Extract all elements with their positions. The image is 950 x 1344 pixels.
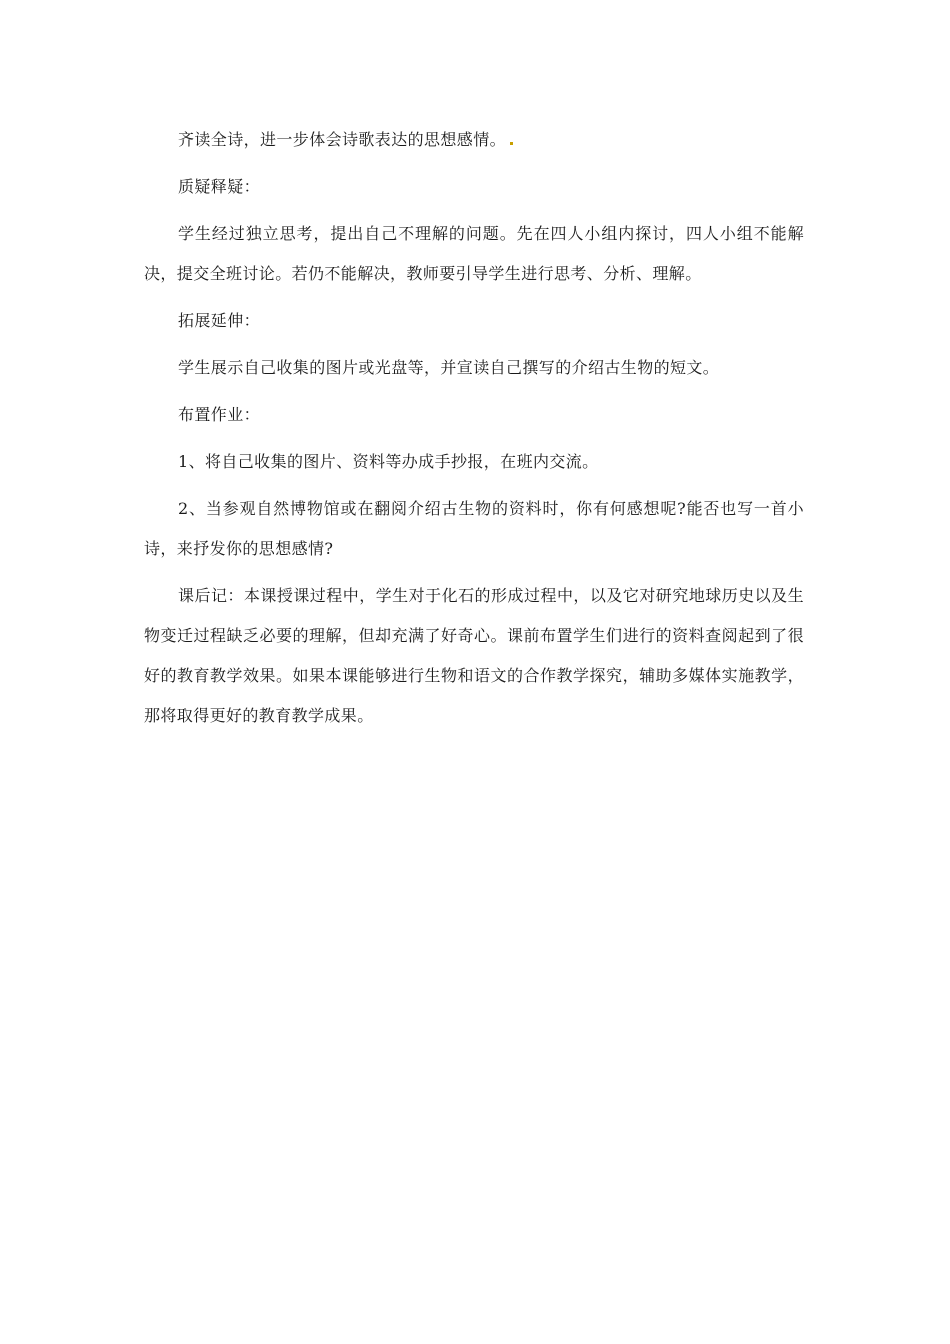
homework-item-1: 1、将自己收集的图片、资料等办成手抄报，在班内交流。	[178, 452, 599, 471]
heading-extension: 拓展延伸：	[178, 311, 261, 330]
paragraph-text: 齐读全诗，进一步体会诗歌表达的思想感情。	[178, 130, 507, 149]
paragraph-extension: 学生展示自己收集的图片或光盘等，并宣读自己撰写的介绍古生物的短文。	[178, 358, 720, 377]
marker-dot	[510, 142, 513, 145]
homework-item-2: 2、当参观自然博物馆或在翻阅介绍古生物的资料时，你有何感想呢?能否也写一首小诗，来抒发你的思想感情?	[144, 499, 804, 558]
paragraph-questions: 学生经过独立思考，提出自己不理解的问题。先在四人小组内探讨，四人小组不能解决，提交全班讨论。若仍不能解决，教师要引导学生进行思考、分析、理解。	[144, 224, 804, 283]
paragraph-afterword: 课后记：本课授课过程中，学生对于化石的形成过程中，以及它对研究地球历史以及生物变迁过程缺乏必要的理解，但却充满了好奇心。课前布置学生们进行的资料查阅起到了很好的教育教学效果。如果本课能够进行生物和语文的合作教学探究，辅助多媒体实施教学，那将取得更好的教育教学成果。	[144, 586, 804, 725]
heading-questions: 质疑释疑：	[178, 177, 261, 196]
heading-homework: 布置作业：	[178, 405, 261, 424]
paragraph-read-poem	[144, 120, 804, 160]
document-body	[144, 120, 804, 743]
